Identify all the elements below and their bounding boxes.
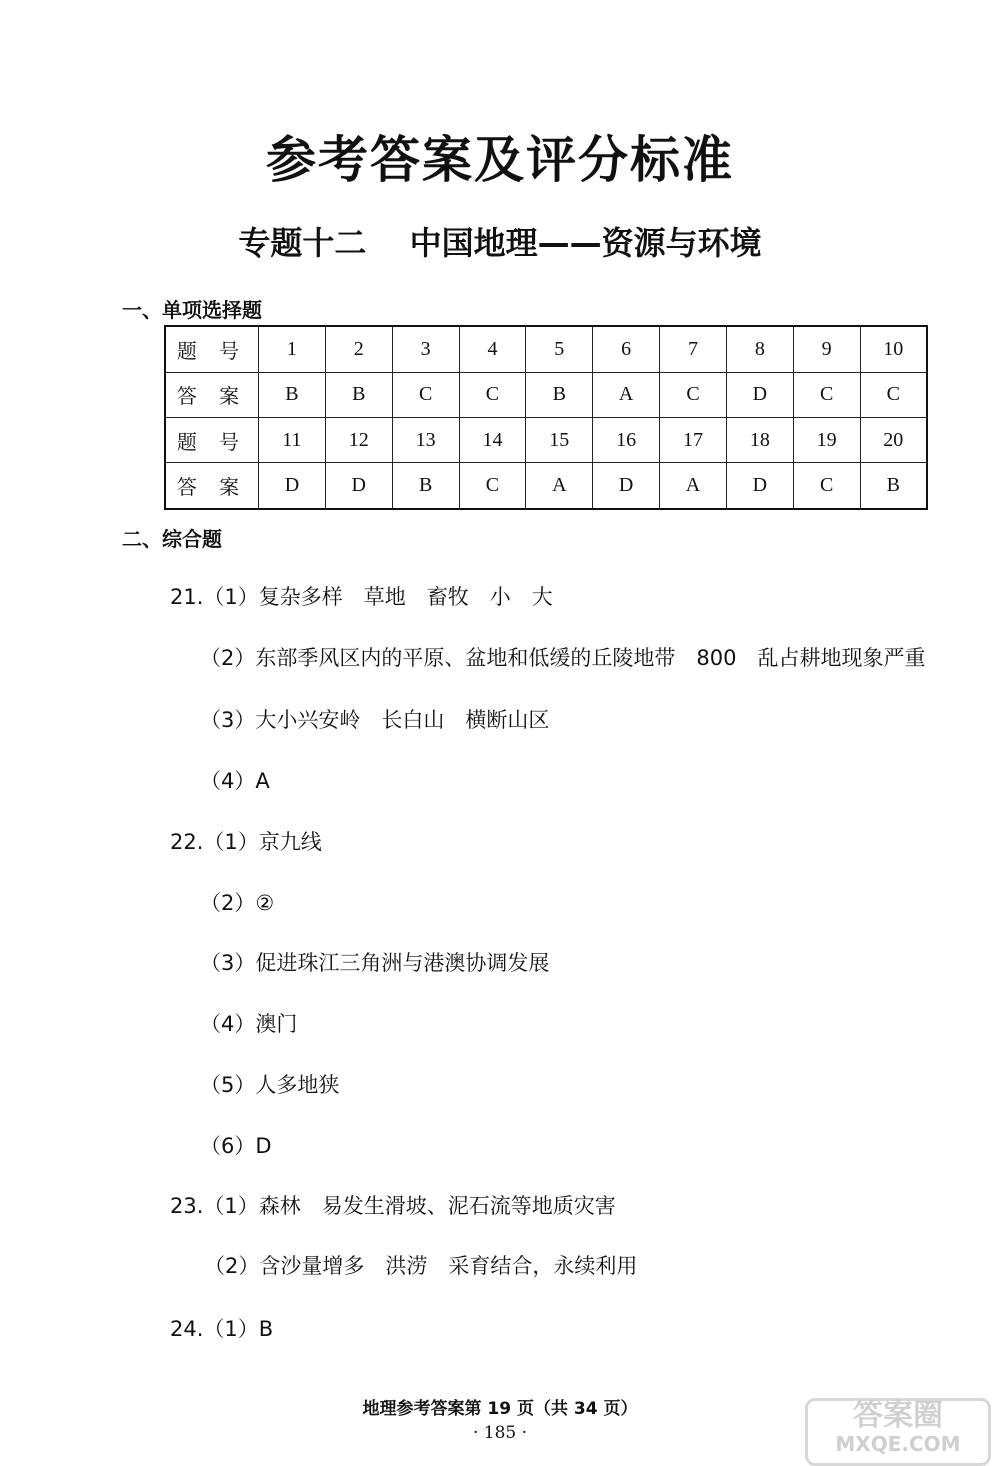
table-cell: D bbox=[726, 463, 793, 509]
answer-line-22-3: （3）促进珠江三角洲与港澳协调发展 bbox=[200, 951, 550, 975]
table-row-numbers bbox=[165, 326, 927, 372]
table-cell: 3 bbox=[392, 326, 459, 372]
answer-line-21-1: 21.（1）复杂多样 草地 畜牧 小 大 bbox=[170, 585, 553, 609]
table-cell: D bbox=[325, 463, 392, 509]
page-title: 参考答案及评分标准 bbox=[266, 131, 734, 189]
table-cell: A bbox=[526, 463, 593, 509]
answer-line-22-2: （2）② bbox=[200, 891, 275, 915]
table-cell: 14 bbox=[459, 417, 526, 462]
answer-line-23-2: （2）含沙量增多 洪涝 采育结合，永续利用 bbox=[204, 1254, 638, 1278]
answer-line-21-4: （4）A bbox=[200, 769, 270, 793]
answer-line-22-1: 22.（1）京九线 bbox=[170, 830, 322, 854]
answer-line-23-1: 23.（1）森林 易发生滑坡、泥石流等地质灾害 bbox=[170, 1194, 616, 1218]
table-cell: 11 bbox=[259, 417, 326, 462]
watermark-url: MXQE.COM bbox=[835, 1432, 961, 1456]
watermark-text: 答案圈 bbox=[853, 1398, 943, 1433]
table-cell: 5 bbox=[526, 326, 593, 372]
table-row-label: 题 号 bbox=[165, 417, 259, 462]
answer-line-24-1: 24.（1）B bbox=[170, 1317, 274, 1341]
answer-line-21-2: （2）东部季风区内的平原、盆地和低缓的丘陵地带 800 乱占耕地现象严重 bbox=[200, 646, 926, 670]
table-cell: C bbox=[860, 372, 927, 417]
table-cell: 17 bbox=[660, 417, 727, 462]
table-cell: B bbox=[526, 372, 593, 417]
table-row-answers bbox=[165, 463, 927, 509]
table-cell: C bbox=[793, 372, 860, 417]
table-cell: D bbox=[259, 463, 326, 509]
table-cell: 20 bbox=[860, 417, 927, 462]
table-cell: A bbox=[593, 372, 660, 417]
table-cell: 9 bbox=[793, 326, 860, 372]
table-cell: 8 bbox=[726, 326, 793, 372]
table-cell: 13 bbox=[392, 417, 459, 462]
table-cell: C bbox=[459, 372, 526, 417]
page-number: · 185 · bbox=[472, 1423, 528, 1443]
table-cell: B bbox=[325, 372, 392, 417]
table-cell: C bbox=[793, 463, 860, 509]
table-cell: D bbox=[726, 372, 793, 417]
table-cell: 16 bbox=[593, 417, 660, 462]
answer-line-21-3: （3）大小兴安岭 长白山 横断山区 bbox=[200, 708, 550, 732]
answer-line-22-6: （6）D bbox=[200, 1134, 272, 1158]
answer-line-22-4: （4）澳门 bbox=[200, 1012, 298, 1036]
table-cell: C bbox=[459, 463, 526, 509]
answer-line-22-5: （5）人多地狭 bbox=[200, 1073, 340, 1097]
watermark-logo bbox=[805, 1398, 991, 1466]
table-cell: A bbox=[660, 463, 727, 509]
table-cell: 12 bbox=[325, 417, 392, 462]
table-cell: 18 bbox=[726, 417, 793, 462]
page-subtitle: 专题十二 中国地理——资源与环境 bbox=[238, 224, 762, 262]
table-cell: B bbox=[860, 463, 927, 509]
table-row-label: 题 号 bbox=[165, 326, 259, 372]
section-heading-choice: 一、单项选择题 bbox=[122, 298, 262, 322]
table-cell: 10 bbox=[860, 326, 927, 372]
table-cell: 6 bbox=[593, 326, 660, 372]
table-row-label: 答 案 bbox=[165, 463, 259, 509]
table-row-label: 答 案 bbox=[165, 372, 259, 417]
table-cell: 2 bbox=[325, 326, 392, 372]
table-cell: C bbox=[660, 372, 727, 417]
table-row-numbers bbox=[165, 417, 927, 462]
table-cell: B bbox=[259, 372, 326, 417]
table-cell: 19 bbox=[793, 417, 860, 462]
page-footer: 地理参考答案第 19 页（共 34 页） bbox=[362, 1399, 638, 1419]
answer-table bbox=[164, 325, 928, 510]
table-cell: D bbox=[593, 463, 660, 509]
table-row-answers bbox=[165, 372, 927, 417]
section-heading-comprehensive: 二、综合题 bbox=[122, 527, 222, 551]
table-cell: 15 bbox=[526, 417, 593, 462]
table-cell: 7 bbox=[660, 326, 727, 372]
table-cell: C bbox=[392, 372, 459, 417]
table-cell: 1 bbox=[259, 326, 326, 372]
table-cell: B bbox=[392, 463, 459, 509]
table-cell: 4 bbox=[459, 326, 526, 372]
